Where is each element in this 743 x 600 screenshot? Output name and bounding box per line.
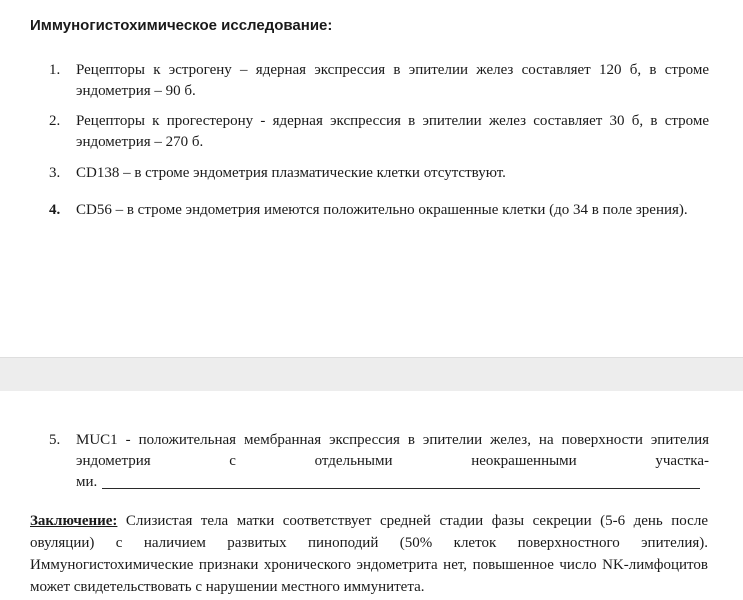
list-item-continuation [76,472,709,493]
list-item-cd56 [49,200,709,221]
list-item-text: MUC1 - положительная мембранная экспрессия в эпителии желез, на поверхности эпителия эндометрия с отдельными неокрашенными участка- [76,432,709,469]
section-heading: Иммуногистохимическое исследование: [30,17,333,34]
list-number: 2. [49,113,61,129]
list-item-text-end: ми. [76,474,98,490]
conclusion-label: Заключение: [30,513,118,529]
list-number: 3. [49,165,61,181]
page-separator [0,357,743,392]
list-item-cd138 [49,163,709,184]
fill-underline [102,488,700,489]
list-item-text: CD138 – в строме эндометрия плазматические клетки отсутствуют. [76,165,506,181]
list-item-text: CD56 – в строме эндометрия имеются положительно окрашенные клетки (до 34 в поле зрения). [76,202,688,218]
list-item-estrogen [49,60,709,102]
conclusion-paragraph [30,510,708,598]
list-item-text: Рецепторы к прогестерону - ядерная экспрессия в эпителии желез составляет 30 б, в строме эндометрия – 270 б. [76,113,709,150]
list-item-muc1 [49,430,709,493]
conclusion-text: Слизистая тела матки соответствует средней стадии фазы секреции (5-6 день после овуляции) с наличием развитых пиноподий (50% клеток поверхностного эпителия). Иммуногистохимические признаки хронического эндометрита нет, повышенное число NK-лимфоцитов может свидетельствовать с нарушении местного иммунитета. [30,513,708,595]
list-item-text: Рецепторы к эстрогену – ядерная экспрессия в эпителии желез составляет 120 б, в строме эндометрия – 90 б. [76,62,709,99]
list-number: 1. [49,62,61,78]
list-number: 4. [49,202,61,218]
list-number: 5. [49,432,61,448]
list-item-progesterone [49,111,709,153]
